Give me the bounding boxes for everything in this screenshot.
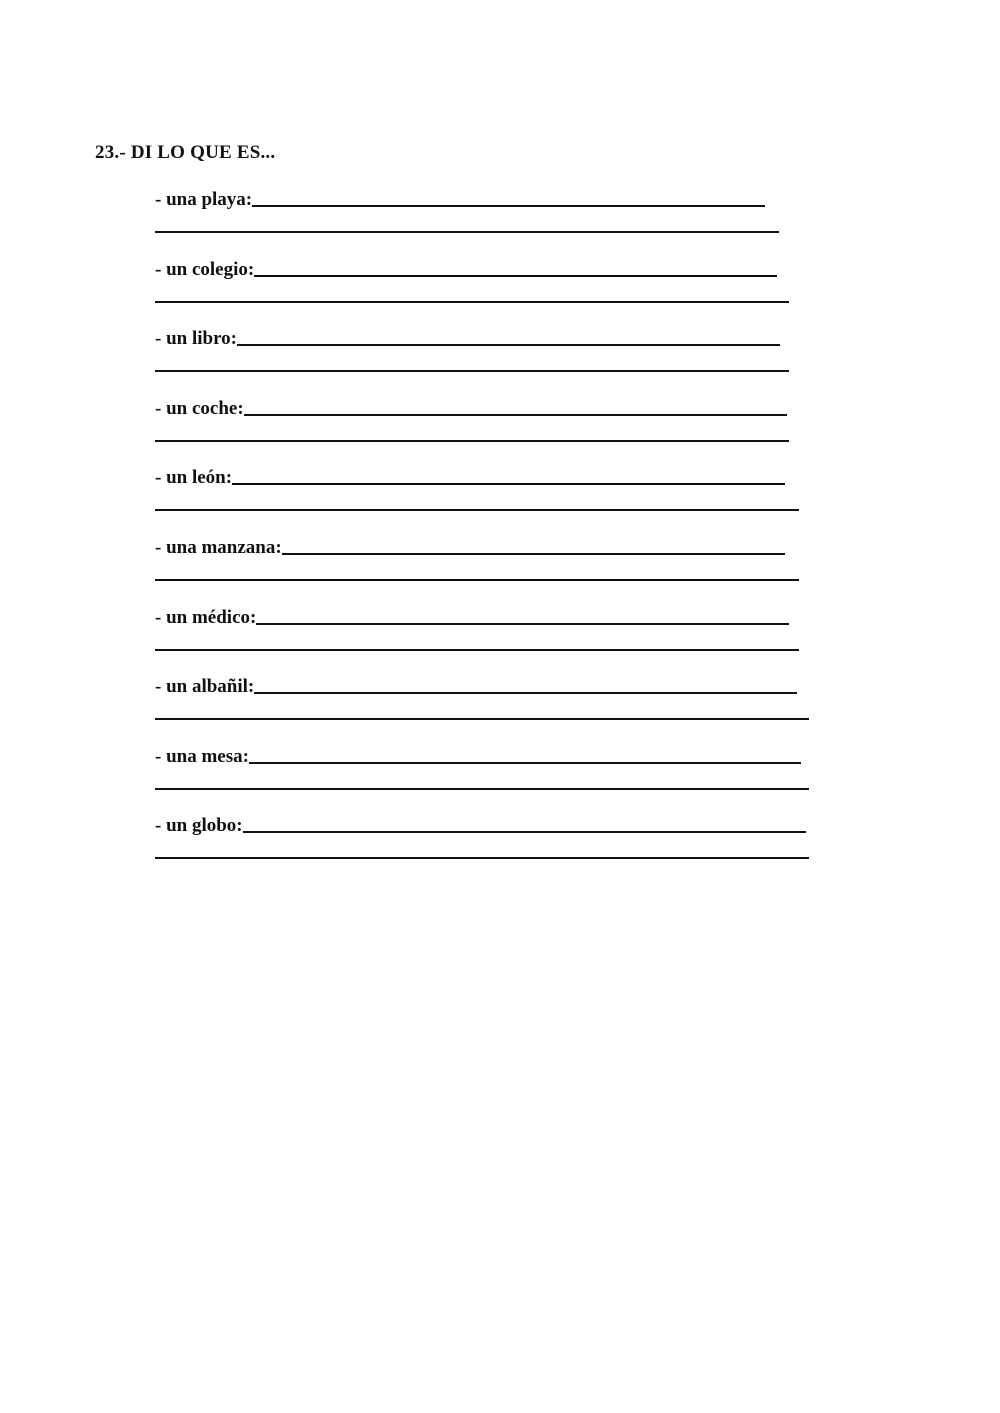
item-una-playa bbox=[155, 187, 825, 257]
answer-line[interactable] bbox=[155, 231, 779, 233]
item-label: - un médico: bbox=[155, 606, 257, 628]
item-una-mesa bbox=[155, 744, 825, 814]
answer-line[interactable] bbox=[155, 718, 809, 720]
item-label: - un león: bbox=[155, 467, 233, 489]
answer-blank[interactable] bbox=[254, 692, 797, 694]
answer-blank[interactable] bbox=[244, 414, 787, 416]
answer-blank[interactable] bbox=[237, 344, 780, 346]
answer-blank[interactable] bbox=[249, 762, 801, 764]
item-una-manzana bbox=[155, 535, 825, 605]
answer-line[interactable] bbox=[155, 649, 799, 651]
answer-blank[interactable] bbox=[256, 623, 789, 625]
item-un-leon bbox=[155, 465, 825, 535]
answer-line[interactable] bbox=[155, 579, 799, 581]
item-un-globo bbox=[155, 813, 825, 883]
answer-blank[interactable] bbox=[254, 275, 777, 277]
answer-blank[interactable] bbox=[243, 831, 806, 833]
answer-line[interactable] bbox=[155, 301, 789, 303]
answer-line[interactable] bbox=[155, 509, 799, 511]
item-label: - un libro: bbox=[155, 328, 238, 350]
answer-line[interactable] bbox=[155, 440, 789, 442]
answer-blank[interactable] bbox=[232, 483, 785, 485]
exercise-title: 23.- DI LO QUE ES... bbox=[95, 142, 276, 163]
answer-blank[interactable] bbox=[252, 205, 765, 207]
answer-line[interactable] bbox=[155, 370, 789, 372]
item-un-medico bbox=[155, 605, 825, 675]
item-un-albanil bbox=[155, 674, 825, 744]
answer-blank[interactable] bbox=[282, 553, 785, 555]
item-label: - un albañil: bbox=[155, 676, 255, 698]
item-label: - un colegio: bbox=[155, 258, 255, 280]
item-label: - un coche: bbox=[155, 397, 244, 419]
exercise-items bbox=[155, 187, 825, 883]
answer-line[interactable] bbox=[155, 788, 809, 790]
item-un-coche bbox=[155, 396, 825, 466]
item-label: - una mesa: bbox=[155, 745, 249, 767]
item-un-colegio bbox=[155, 257, 825, 327]
item-un-libro bbox=[155, 326, 825, 396]
item-label: - una playa: bbox=[155, 189, 253, 210]
answer-line[interactable] bbox=[155, 857, 809, 859]
item-label: - un globo: bbox=[155, 815, 243, 837]
item-label: - una manzana: bbox=[155, 536, 282, 558]
